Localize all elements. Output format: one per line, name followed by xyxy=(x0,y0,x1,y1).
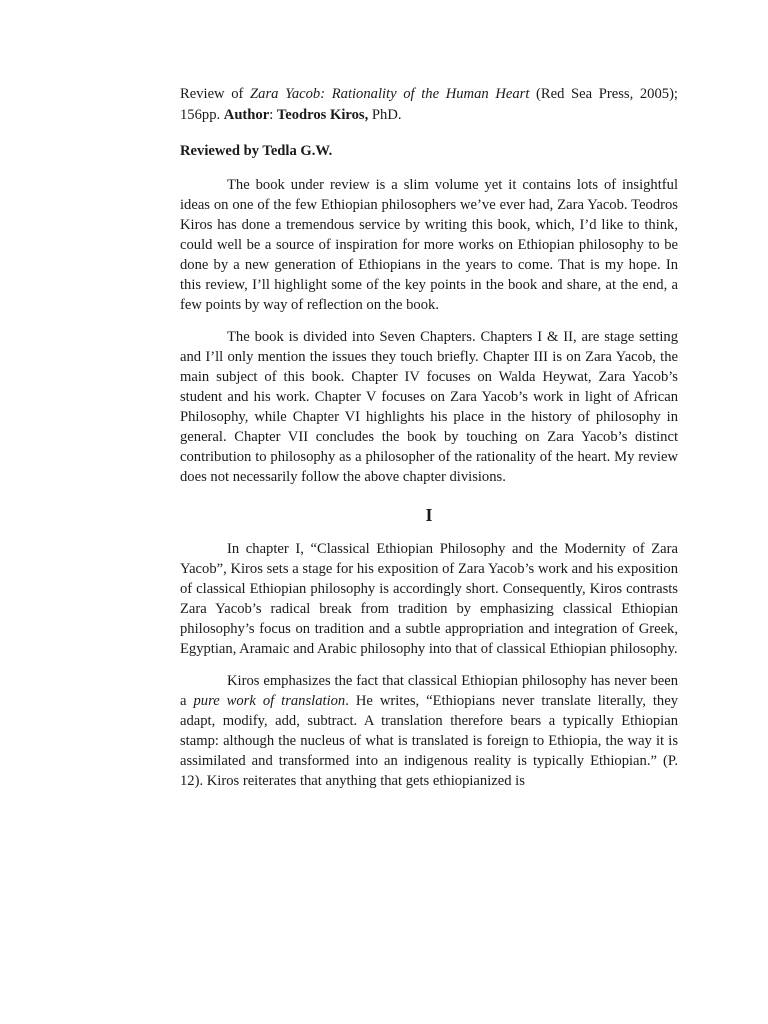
author-name: Teodros Kiros, xyxy=(276,106,369,123)
paragraph-translation-lead: Kiros emphasizes the fact that classical Ethiopian philosophy has never been a xyxy=(180,673,678,709)
document-page xyxy=(180,84,678,791)
paragraph-intro: The book under review is a slim volume yet it contains lots of insightful ideas on one of the few Ethiopian philosophers we’ve ever had, Zara Yacob. Teodros Kiros has done a tremendous service by writing this book, which, I’d like to think, could well be a source of inspiration for more works on Ethiopian philosophy to be done by a new generation of Ethiopians in the years to come. That is my hope. In this review, I’ll highlight some of the key points in the book and share, at the end, a few points by way of reflection on the book. xyxy=(180,177,678,313)
emphasis-pure-work: pure work of translation xyxy=(193,693,346,709)
paragraph-chapter-one: In chapter I, “Classical Ethiopian Philosophy and the Modernity of Zara Yacob”, Kiros sets a stage for his exposition of Zara Yacob’s work and his exposition of classical Ethiopian philosophy is accordingly short. Consequently, Kiros contrasts Zara Yacob’s radical break from tradition by emphasizing classical Ethiopian philosophy’s focus on tradition and a subtle appropriation and integration of Greek, Egyptian, Aramaic and Arabic philosophy into that of classical Ethiopian philosophy. xyxy=(180,541,678,657)
citation-prefix: Review of xyxy=(180,86,251,102)
book-title: Zara Yacob: Rationality of the Human Heart xyxy=(250,86,530,102)
paragraph-chapters: The book is divided into Seven Chapters. Chapters I & II, are stage setting and I’ll only mention the issues they touch briefly. Chapter III is on Zara Yacob, the main subject of this book. Chapter IV focuses on Walda Heywat, Zara Yacob’s student and his work. Chapter V focuses on Zara Yacob’s work in light of African Philosophy, while Chapter VI highlights his place in the history of philosophy in general. Chapter VII concludes the book by touching on Zara Yacob’s distinct contribution to philosophy as a philosopher of the rationality of the heart. My review does not necessarily follow the above chapter divisions. xyxy=(180,329,678,485)
author-colon: : xyxy=(269,106,277,123)
book-citation xyxy=(180,84,678,125)
author-suffix: PhD. xyxy=(368,106,402,123)
section-heading: I xyxy=(425,505,433,525)
author-label: Author xyxy=(223,106,270,123)
publisher-info: (Red Sea Press, 2005); 156pp. xyxy=(180,86,678,123)
paragraph-translation-rest: . He writes, “Ethiopians never translate literally, they adapt, modify, add, subtract. A translation therefore bears a typically Ethiopian stamp: although the nucleus of what is translated is foreign to Ethiopia, the way it is assimilated and transformed into an indigenous reality is typically Ethiopian.” (P. 12). Kiros reiterates that anything that gets ethiopianized is xyxy=(180,693,678,789)
paragraph-translation xyxy=(180,671,678,791)
reviewer-line: Reviewed by Tedla G.W. xyxy=(180,143,333,159)
